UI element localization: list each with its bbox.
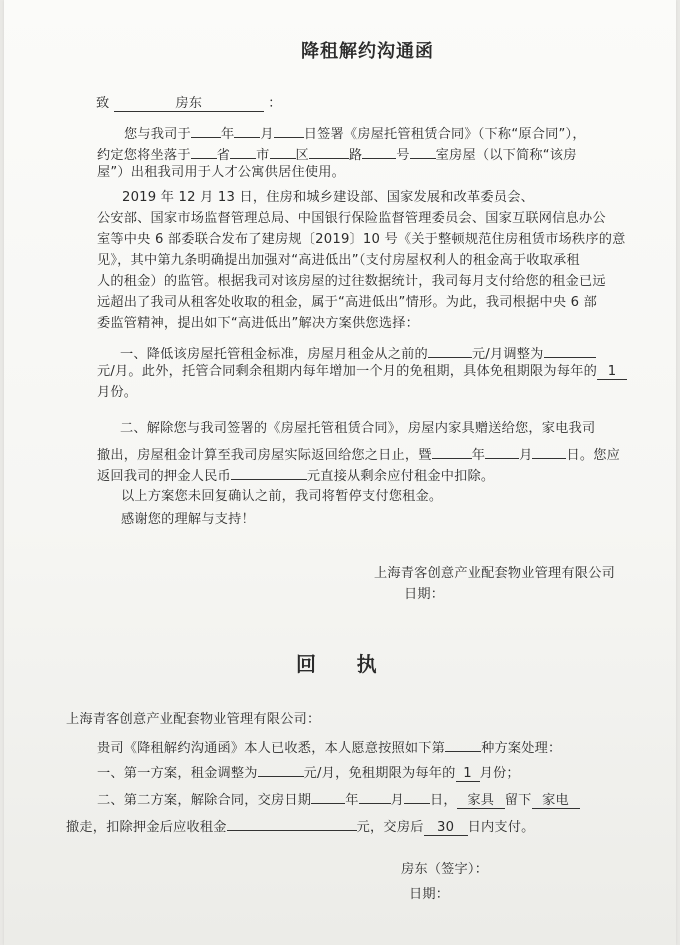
p2-line: 见》，其中第九条明确提出加强对“高进低出”（支付房屋权利人的租金高于收取承租 xyxy=(97,253,580,268)
furniture-field: 家具 xyxy=(457,793,505,809)
date-label: 日期： xyxy=(404,587,445,602)
option1-line1 xyxy=(120,343,596,363)
blank-field xyxy=(532,444,566,459)
text: 路 xyxy=(348,148,363,163)
receipt-line3 xyxy=(97,789,580,809)
thanks-line: 感谢您的理解与支持！ xyxy=(121,512,255,527)
rent-free-month-field: 1 xyxy=(597,364,627,380)
text: 元直接从剩余应付租金中扣除。 xyxy=(306,469,495,484)
text: 一、第一方案，租金调整为 xyxy=(97,766,258,781)
text: 您与我司于 xyxy=(124,127,191,142)
p1-line1 xyxy=(124,123,586,143)
text: 元/月，免租期限为每年的 xyxy=(303,766,456,781)
recipient-field: 房东 xyxy=(114,96,264,112)
text: 日内支付。 xyxy=(467,820,535,835)
text: 市 xyxy=(256,148,270,163)
option1-line3: 月份。 xyxy=(97,385,138,400)
option2-line2 xyxy=(97,444,620,464)
blank-field xyxy=(309,144,349,159)
text: 月 xyxy=(519,448,533,463)
blank-field xyxy=(432,444,472,459)
text: 留下 xyxy=(504,793,532,808)
blank-field xyxy=(234,123,260,138)
document-page xyxy=(4,0,676,945)
text: 二、第二方案，解除合同，交房日期 xyxy=(97,793,312,808)
blank-field xyxy=(485,444,519,459)
blank-field xyxy=(227,816,357,831)
blank-field xyxy=(404,789,430,804)
closing-line: 以上方案您未回复确认之前，我司将暂停支付您租金。 xyxy=(121,489,443,504)
blank-field xyxy=(445,737,481,752)
receipt-recipient: 上海青客创意产业配套物业管理有限公司： xyxy=(66,712,321,727)
blank-field xyxy=(270,144,296,159)
landlord-signature-label: 房东（签字）： xyxy=(401,862,489,877)
receipt-date-label: 日期： xyxy=(409,887,450,902)
text: 月 xyxy=(390,793,404,808)
blank-field xyxy=(362,144,396,159)
blank-field xyxy=(191,144,217,159)
p2-line: 委监管精神，提出如下“高进低出”解决方案供您选择： xyxy=(97,316,419,331)
appliance-field: 家电 xyxy=(532,793,580,809)
p2-line: 人的租金）的监管。根据我司对该房屋的过往数据统计，我司每月支付给您的租金已远 xyxy=(97,274,606,289)
company-name: 上海青客创意产业配套物业管理有限公司 xyxy=(374,566,615,581)
blank-field xyxy=(258,762,304,777)
letter-title: 降租解约沟通函 xyxy=(301,41,434,62)
text: 室房屋（以下简称“该房 xyxy=(435,148,577,163)
text: 日签署《房屋托管租赁合同》（下称“原合同”）， xyxy=(303,127,586,142)
text: 元/月。此外，托管合同剩余租期内每年增加一个月的免租期，具体免租期限为每年的 xyxy=(97,364,597,379)
blank-field xyxy=(311,789,345,804)
text: 区 xyxy=(295,148,309,163)
blank-field xyxy=(230,144,256,159)
text: 返回我司的押金人民币 xyxy=(97,469,231,484)
text: 元/月调整为 xyxy=(471,347,544,362)
text: 种方案处理： xyxy=(481,741,562,756)
text: 月份； xyxy=(479,766,520,781)
blank-field xyxy=(274,123,304,138)
blank-field xyxy=(410,144,436,159)
text: 撤走，扣除押金后应收租金 xyxy=(66,820,227,835)
p2-line: 公安部、国家市场监督管理总局、中国银行保险监督管理委员会、国家互联网信息办公 xyxy=(97,211,606,226)
p1-line2 xyxy=(97,144,577,164)
blank-field xyxy=(191,123,221,138)
text: 贵司《降租解约沟通函》本人已收悉，本人愿意按照如下第 xyxy=(97,741,446,756)
p2-line: 2019 年 12 月 13 日，住房和城乡建设部、国家发展和改革委员会、 xyxy=(122,190,534,205)
blank-field xyxy=(428,343,472,358)
blank-field xyxy=(231,465,307,480)
salutation-prefix: 致 xyxy=(96,96,110,111)
text: 日。您应 xyxy=(566,448,621,463)
option2-line3 xyxy=(97,465,494,485)
p2-line: 远超出了我司从租客处收取的租金，属于“高进低出”情形。为此，我司根据中央 6 部 xyxy=(97,295,597,310)
text: 元，交房后 xyxy=(356,820,424,835)
text: 日， xyxy=(429,793,457,808)
option2-line1: 二、解除您与我司签署的《房屋托管租赁合同》，房屋内家具赠送给您，家电我司 xyxy=(120,421,596,436)
text: 年 xyxy=(220,127,235,142)
blank-field xyxy=(359,789,391,804)
salutation xyxy=(96,96,282,112)
text: 一、降低该房屋托管租金标准，房屋月租金从之前的 xyxy=(120,347,428,362)
receipt-title: 回 执 xyxy=(296,652,377,676)
payment-days-field: 30 xyxy=(424,820,468,836)
receipt-line2 xyxy=(97,762,520,782)
text: 年 xyxy=(345,793,359,808)
receipt-line4 xyxy=(66,816,535,836)
salutation-suffix: ： xyxy=(268,96,282,111)
receipt-line1 xyxy=(97,737,561,757)
p1-line3: 屋”）出租我司用于人才公寓供居住使用。 xyxy=(97,165,346,180)
option1-line2 xyxy=(97,364,627,380)
text: 省 xyxy=(216,148,231,163)
text: 年 xyxy=(471,448,486,463)
p2-line: 室等中央 6 部委联合发布了建房规〔2019〕10 号《关于整顿规范住房租赁市场秩序的意 xyxy=(97,232,626,247)
text: 约定您将坐落于 xyxy=(97,148,191,163)
blank-field xyxy=(544,343,596,358)
rent-free-month-field: 1 xyxy=(456,766,480,782)
text: 号 xyxy=(396,148,410,163)
text: 撤出，房屋租金计算至我司房屋实际返回给您之日止，暨 xyxy=(97,448,432,463)
text: 月 xyxy=(260,127,274,142)
